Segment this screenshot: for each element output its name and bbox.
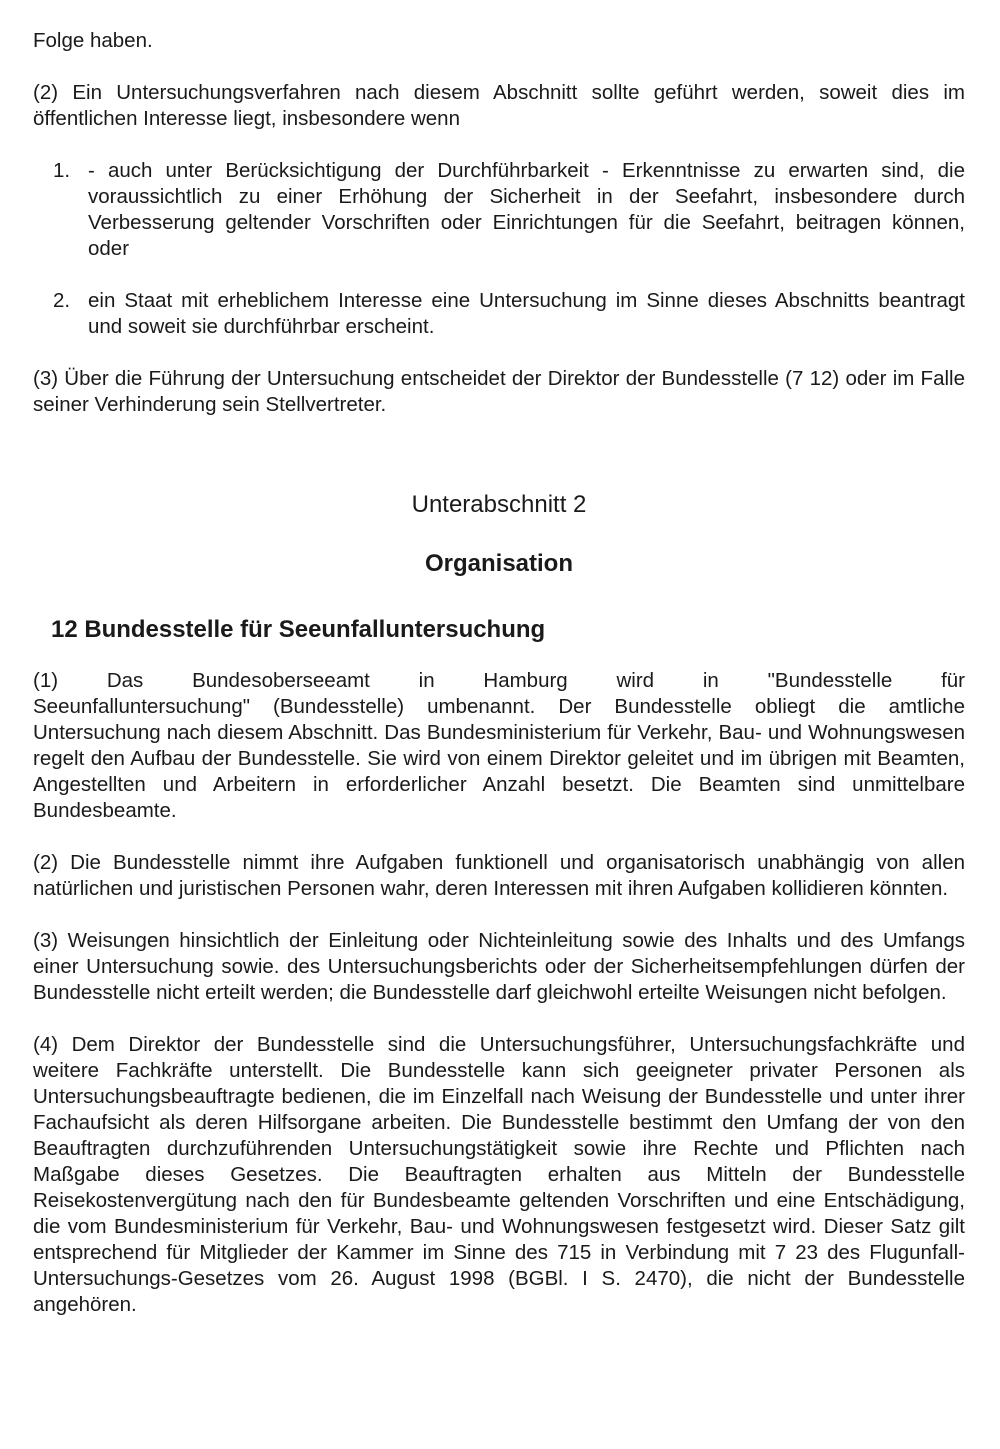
subsection-label: Unterabschnitt 2: [411, 491, 587, 518]
paragraph-12-3: (3) Weisungen hinsichtlich der Einleitung oder Nichteinleitung sowie des Inhalts und des Umfangs einer Untersuchung sowie. des Untersuchungsberichts oder der Sicherheitsempfehlungen dürfen der Bundesstelle nicht erteilt werden; die Bundesstelle darf gleichwohl erteilte Weisungen nicht befolgen.: [33, 929, 965, 1004]
paragraph-heading: 12 Bundesstelle für Seeunfalluntersuchung: [51, 616, 546, 643]
paragraph-12-1-first-line: (1) Das Bundesoberseeamt in Hamburg wird in "Bundesstelle für: [33, 669, 965, 692]
continuation-text: Folge haben.: [33, 29, 153, 52]
list-item-text: ein Staat mit erheblichem Interesse eine Untersuchung im Sinne dieses Abschnitts beantragt und soweit sie durchführbar erscheint.: [88, 289, 965, 338]
paragraph-12-1: [33, 668, 965, 824]
list-item-number: 1.: [53, 159, 71, 182]
list-item: [53, 288, 965, 340]
criteria-list: [33, 158, 965, 340]
list-item-text: - auch unter Berücksichtigung der Durchführbarkeit - Erkenntnisse zu erwarten sind, die voraussichtlich zu einer Erhöhung der Sicherheit in der Seefahrt, insbesondere durch Verbesserung geltender Vorschriften oder Einrichtungen für die Seefahrt, beitragen können, oder: [88, 159, 965, 260]
list-item: [53, 158, 965, 262]
paragraph-11-3: (3) Über die Führung der Untersuchung entscheidet der Direktor der Bundesstelle (7 12) oder im Falle seiner Verhinderung sein Stellvertreter.: [33, 367, 965, 416]
document-page: [33, 28, 965, 1318]
paragraph-12-2: (2) Die Bundesstelle nimmt ihre Aufgaben funktionell und organisatorisch unabhängig von allen natürlichen und juristischen Personen wahr, deren Interessen mit ihren Aufgaben kollidieren könnten.: [33, 851, 965, 900]
section-title: Organisation: [424, 550, 574, 577]
paragraph-12-4: (4) Dem Direktor der Bundesstelle sind die Untersuchungsführer, Untersuchungsfachkräfte und weitere Fachkräfte unterstellt. Die Bundesstelle kann sich geeigneter privater Personen als Untersuchungsbeauftragte bedienen, die im Einzelfall nach Weisung der Bundesstelle und unter ihrer Fachaufsicht als deren Hilfsorgane arbeiten. Die Bundesstelle bestimmt den Umfang der von den Beauftragten durchzuführenden Untersuchungstätigkeit sowie ihre Rechte und Pflichten nach Maßgabe dieses Gesetzes. Die Beauftragten erhalten aus Mitteln der Bundesstelle Reisekostenvergütung nach den für Bundesbeamte geltenden Vorschriften und eine Entschädigung, die vom Bundesministerium für Verkehr, Bau- und Wohnungswesen festgesetzt wird. Dieser Satz gilt entsprechend für Mitglieder der Kammer im Sinne des 715 in Verbindung mit 7 23 des Flugunfall-Untersuchungs-Gesetzes vom 26. August 1998 (BGBl. I S. 2470), die nicht der Bundesstelle angehören.: [33, 1033, 965, 1316]
paragraph-12-1-body: Seeunfalluntersuchung" (Bundesstelle) umbenannt. Der Bundesstelle obliegt die amtliche Untersuchung nach diesem Abschnitt. Das Bundesministerium für Verkehr, Bau- und Wohnungswesen regelt den Aufbau der Bundesstelle. Sie wird von einem Direktor geleitet und im übrigen mit Beamten, Angestellten und Arbeitern in erforderlicher Anzahl besetzt. Die Beamten sind unmittelbare Bundesbeamte.: [33, 695, 965, 822]
list-item-number: 2.: [53, 289, 71, 312]
paragraph-11-2: (2) Ein Untersuchungsverfahren nach diesem Abschnitt sollte geführt werden, soweit dies im öffentlichen Interesse liegt, insbesondere wenn: [33, 81, 965, 130]
